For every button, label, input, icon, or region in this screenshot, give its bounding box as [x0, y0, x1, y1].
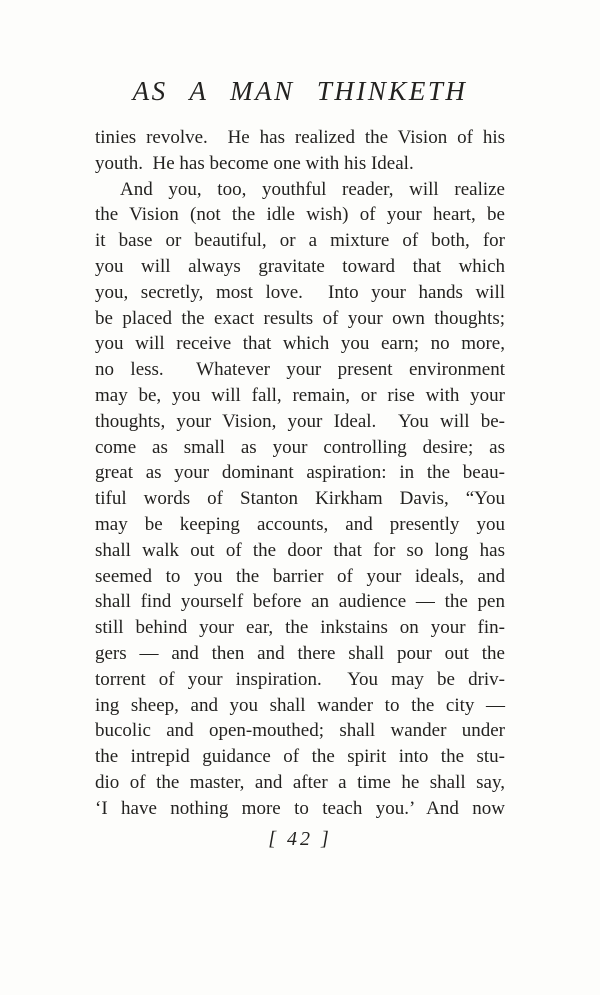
text-line: tiful words of Stanton Kirkham Davis, “You — [95, 488, 505, 510]
body-text-block — [95, 125, 505, 822]
text-line: And you, too, youthful reader, will realize — [120, 178, 505, 200]
text-line: the Vision (not the idle wish) of your heart, be — [95, 204, 505, 226]
text-line: you will always gravitate toward that which — [95, 255, 505, 277]
text-line: gers — and then and there shall pour out the — [95, 642, 505, 664]
text-line: shall find yourself before an audience — the pen — [95, 591, 505, 613]
text-line: ‘I have nothing more to teach you.’ And now — [95, 797, 505, 819]
text-line: you will receive that which you earn; no more, — [95, 333, 505, 355]
text-line: may be keeping accounts, and presently you — [95, 513, 505, 535]
running-head-title: AS A MAN THINKETH — [132, 76, 468, 106]
text-line: torrent of your inspiration. You may be driv- — [95, 668, 505, 690]
page-number: [ 42 ] — [268, 828, 332, 850]
text-line: tinies revolve. He has realized the Vision of his — [95, 127, 505, 148]
text-line: seemed to you the barrier of your ideals, and — [95, 565, 505, 587]
text-line: still behind your ear, the inkstains on your fin- — [95, 617, 505, 639]
text-line: it base or beautiful, or a mixture of both, for — [95, 230, 505, 252]
text-line: youth. He has become one with his Ideal. — [95, 152, 414, 174]
text-line: great as your dominant aspiration: in the beau- — [95, 462, 505, 484]
text-line: ing sheep, and you shall wander to the city — — [95, 694, 505, 716]
text-line: may be, you will fall, remain, or rise with your — [95, 384, 505, 406]
text-line: the intrepid guidance of the spirit into the stu- — [95, 746, 505, 768]
text-line: shall walk out of the door that for so long has — [95, 539, 505, 561]
text-line: bucolic and open-mouthed; shall wander under — [95, 720, 505, 742]
text-line: no less. Whatever your present environment — [95, 359, 505, 381]
text-line: be placed the exact results of your own thoughts; — [95, 307, 505, 329]
text-line: dio of the master, and after a time he shall say, — [95, 771, 505, 793]
text-line: come as small as your controlling desire; as — [95, 436, 505, 458]
text-line: you, secretly, most love. Into your hands will — [95, 281, 505, 303]
text-line: thoughts, your Vision, your Ideal. You will be- — [95, 410, 505, 432]
